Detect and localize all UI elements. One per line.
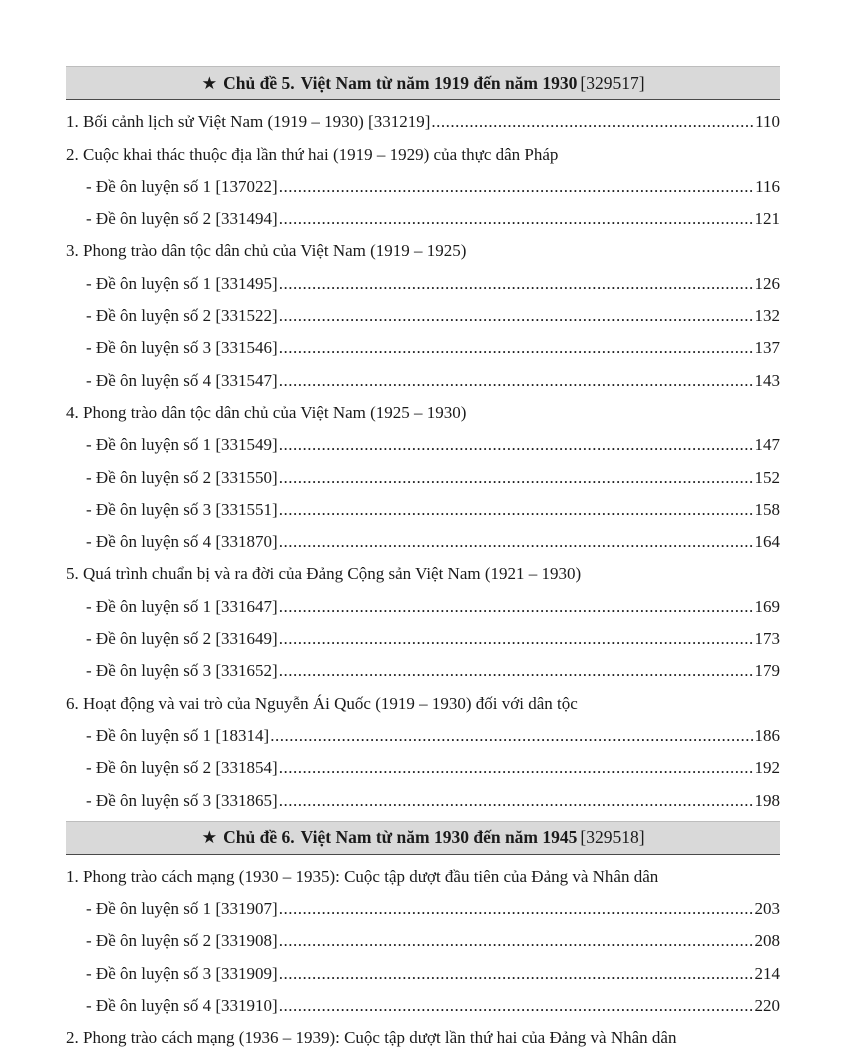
exam-label: - Đề ôn luyện số 2 [331494] (86, 209, 278, 229)
lesson-title: 3. Phong trào dân tộc dân chủ của Việt Nam (1919 – 1925) (66, 241, 467, 261)
page-number: 126 (754, 273, 780, 293)
lesson-title: 2. Phong trào cách mạng (1936 – 1939): Cuộc tập dượt lần thứ hai của Đảng và Nhân dân (66, 1028, 677, 1048)
leader-dots (279, 791, 754, 811)
leader-dots (279, 306, 754, 326)
exam-row[interactable] (66, 746, 780, 778)
exam-label: - Đề ôn luyện số 3 [331546] (86, 338, 278, 358)
exam-row[interactable] (66, 887, 780, 919)
exam-row[interactable] (66, 261, 780, 293)
leader-dots (270, 726, 753, 746)
exam-label: - Đề ôn luyện số 1 [137022] (86, 176, 278, 196)
page-number: 186 (754, 725, 780, 745)
lesson-row[interactable] (66, 552, 780, 584)
exam-label: - Đề ôn luyện số 3 [331909] (86, 963, 278, 983)
page-number: 198 (754, 790, 780, 810)
lesson-row[interactable] (66, 681, 780, 713)
leader-dots (279, 435, 754, 455)
page-number: 132 (754, 306, 780, 326)
page-number: 203 (754, 899, 780, 919)
exam-row[interactable] (66, 165, 780, 197)
leader-dots (279, 177, 754, 197)
leader-dots (279, 629, 754, 649)
exam-label: - Đề ôn luyện số 4 [331910] (86, 996, 278, 1016)
page-number: 169 (754, 596, 780, 616)
page-number: 110 (755, 112, 780, 132)
lesson-row[interactable] (66, 229, 780, 261)
leader-dots (279, 899, 754, 919)
leader-dots (279, 274, 754, 294)
exam-label: - Đề ôn luyện số 3 [331865] (86, 790, 278, 810)
lesson-title: 6. Hoạt động và vai trò của Nguyễn Ái Quốc (1919 – 1930) đối với dân tộc (66, 693, 578, 713)
page-number: 164 (754, 532, 780, 552)
lesson-row[interactable] (66, 391, 780, 423)
page-number: 152 (754, 467, 780, 487)
page-number: 158 (754, 499, 780, 519)
leader-dots (279, 661, 754, 681)
page-number: 143 (754, 370, 780, 390)
lesson-row[interactable] (66, 100, 780, 132)
exam-label: - Đề ôn luyện số 2 [331854] (86, 758, 278, 778)
page-number: 137 (754, 338, 780, 358)
lesson-row[interactable] (66, 132, 780, 164)
page-number: 147 (754, 435, 780, 455)
page-number: 208 (754, 931, 780, 951)
table-of-contents (66, 66, 780, 1048)
exam-label: - Đề ôn luyện số 1 [18314] (86, 725, 270, 745)
exam-row[interactable] (66, 778, 780, 810)
star-icon: ★ (201, 72, 218, 93)
exam-row[interactable] (66, 358, 780, 390)
exam-row[interactable] (66, 488, 780, 520)
exam-label: - Đề ôn luyện số 2 [331522] (86, 306, 278, 326)
leader-dots (279, 964, 754, 984)
leader-dots (279, 758, 754, 778)
leader-dots (279, 468, 754, 488)
exam-row[interactable] (66, 423, 780, 455)
exam-label: - Đề ôn luyện số 1 [331495] (86, 273, 278, 293)
leader-dots (279, 500, 754, 520)
leader-dots (431, 112, 754, 132)
leader-dots (279, 338, 754, 358)
exam-row[interactable] (66, 197, 780, 229)
lesson-title: 1. Phong trào cách mạng (1930 – 1935): Cuộc tập dượt đầu tiên của Đảng và Nhân dân (66, 866, 659, 886)
leader-dots (279, 597, 754, 617)
leader-dots (279, 371, 754, 391)
exam-label: - Đề ôn luyện số 1 [331647] (86, 596, 278, 616)
star-icon: ★ (201, 827, 218, 848)
exam-label: - Đề ôn luyện số 1 [331907] (86, 899, 278, 919)
exam-label: - Đề ôn luyện số 1 [331549] (86, 435, 278, 455)
exam-row[interactable] (66, 617, 780, 649)
leader-dots (279, 996, 754, 1016)
exam-label: - Đề ôn luyện số 4 [331870] (86, 532, 278, 552)
lesson-row[interactable] (66, 1016, 780, 1048)
section-title: Việt Nam từ năm 1919 đến năm 1930 (300, 72, 578, 93)
exam-row[interactable] (66, 714, 780, 746)
exam-row[interactable] (66, 520, 780, 552)
lesson-title: 2. Cuộc khai thác thuộc địa lần thứ hai (1919 – 1929) của thực dân Pháp (66, 144, 559, 164)
leader-dots (279, 532, 754, 552)
page-number: 214 (754, 963, 780, 983)
section-code: [329518] (580, 827, 645, 848)
exam-label: - Đề ôn luyện số 3 [331551] (86, 499, 278, 519)
section-title: Việt Nam từ năm 1930 đến năm 1945 (300, 827, 578, 848)
page-number: 173 (754, 629, 780, 649)
exam-row[interactable] (66, 294, 780, 326)
lesson-title: 1. Bối cảnh lịch sử Việt Nam (1919 – 1930) [331219] (66, 112, 431, 132)
page-number: 220 (754, 996, 780, 1016)
page-number: 192 (754, 758, 780, 778)
lesson-title: 4. Phong trào dân tộc dân chủ của Việt Nam (1925 – 1930) (66, 402, 467, 422)
page-number: 121 (754, 209, 780, 229)
lesson-title: 5. Quá trình chuẩn bị và ra đời của Đảng Cộng sản Việt Nam (1921 – 1930) (66, 564, 582, 584)
exam-row[interactable] (66, 455, 780, 487)
leader-dots (279, 931, 754, 951)
page-number: 116 (755, 176, 780, 196)
exam-row[interactable] (66, 649, 780, 681)
section-header (66, 821, 780, 855)
exam-row[interactable] (66, 326, 780, 358)
exam-row[interactable] (66, 919, 780, 951)
section-prefix: Chủ đề 5. (223, 72, 295, 93)
lesson-row[interactable] (66, 855, 780, 887)
exam-label: - Đề ôn luyện số 2 [331908] (86, 931, 278, 951)
page-number: 179 (754, 661, 780, 681)
exam-label: - Đề ôn luyện số 2 [331550] (86, 467, 278, 487)
exam-label: - Đề ôn luyện số 3 [331652] (86, 661, 278, 681)
exam-label: - Đề ôn luyện số 4 [331547] (86, 370, 278, 390)
exam-row[interactable] (66, 584, 780, 616)
section-header (66, 66, 780, 100)
section-code: [329517] (580, 72, 645, 93)
exam-row[interactable] (66, 984, 780, 1016)
exam-row[interactable] (66, 951, 780, 983)
exam-label: - Đề ôn luyện số 2 [331649] (86, 629, 278, 649)
section-prefix: Chủ đề 6. (223, 827, 295, 848)
leader-dots (279, 209, 754, 229)
